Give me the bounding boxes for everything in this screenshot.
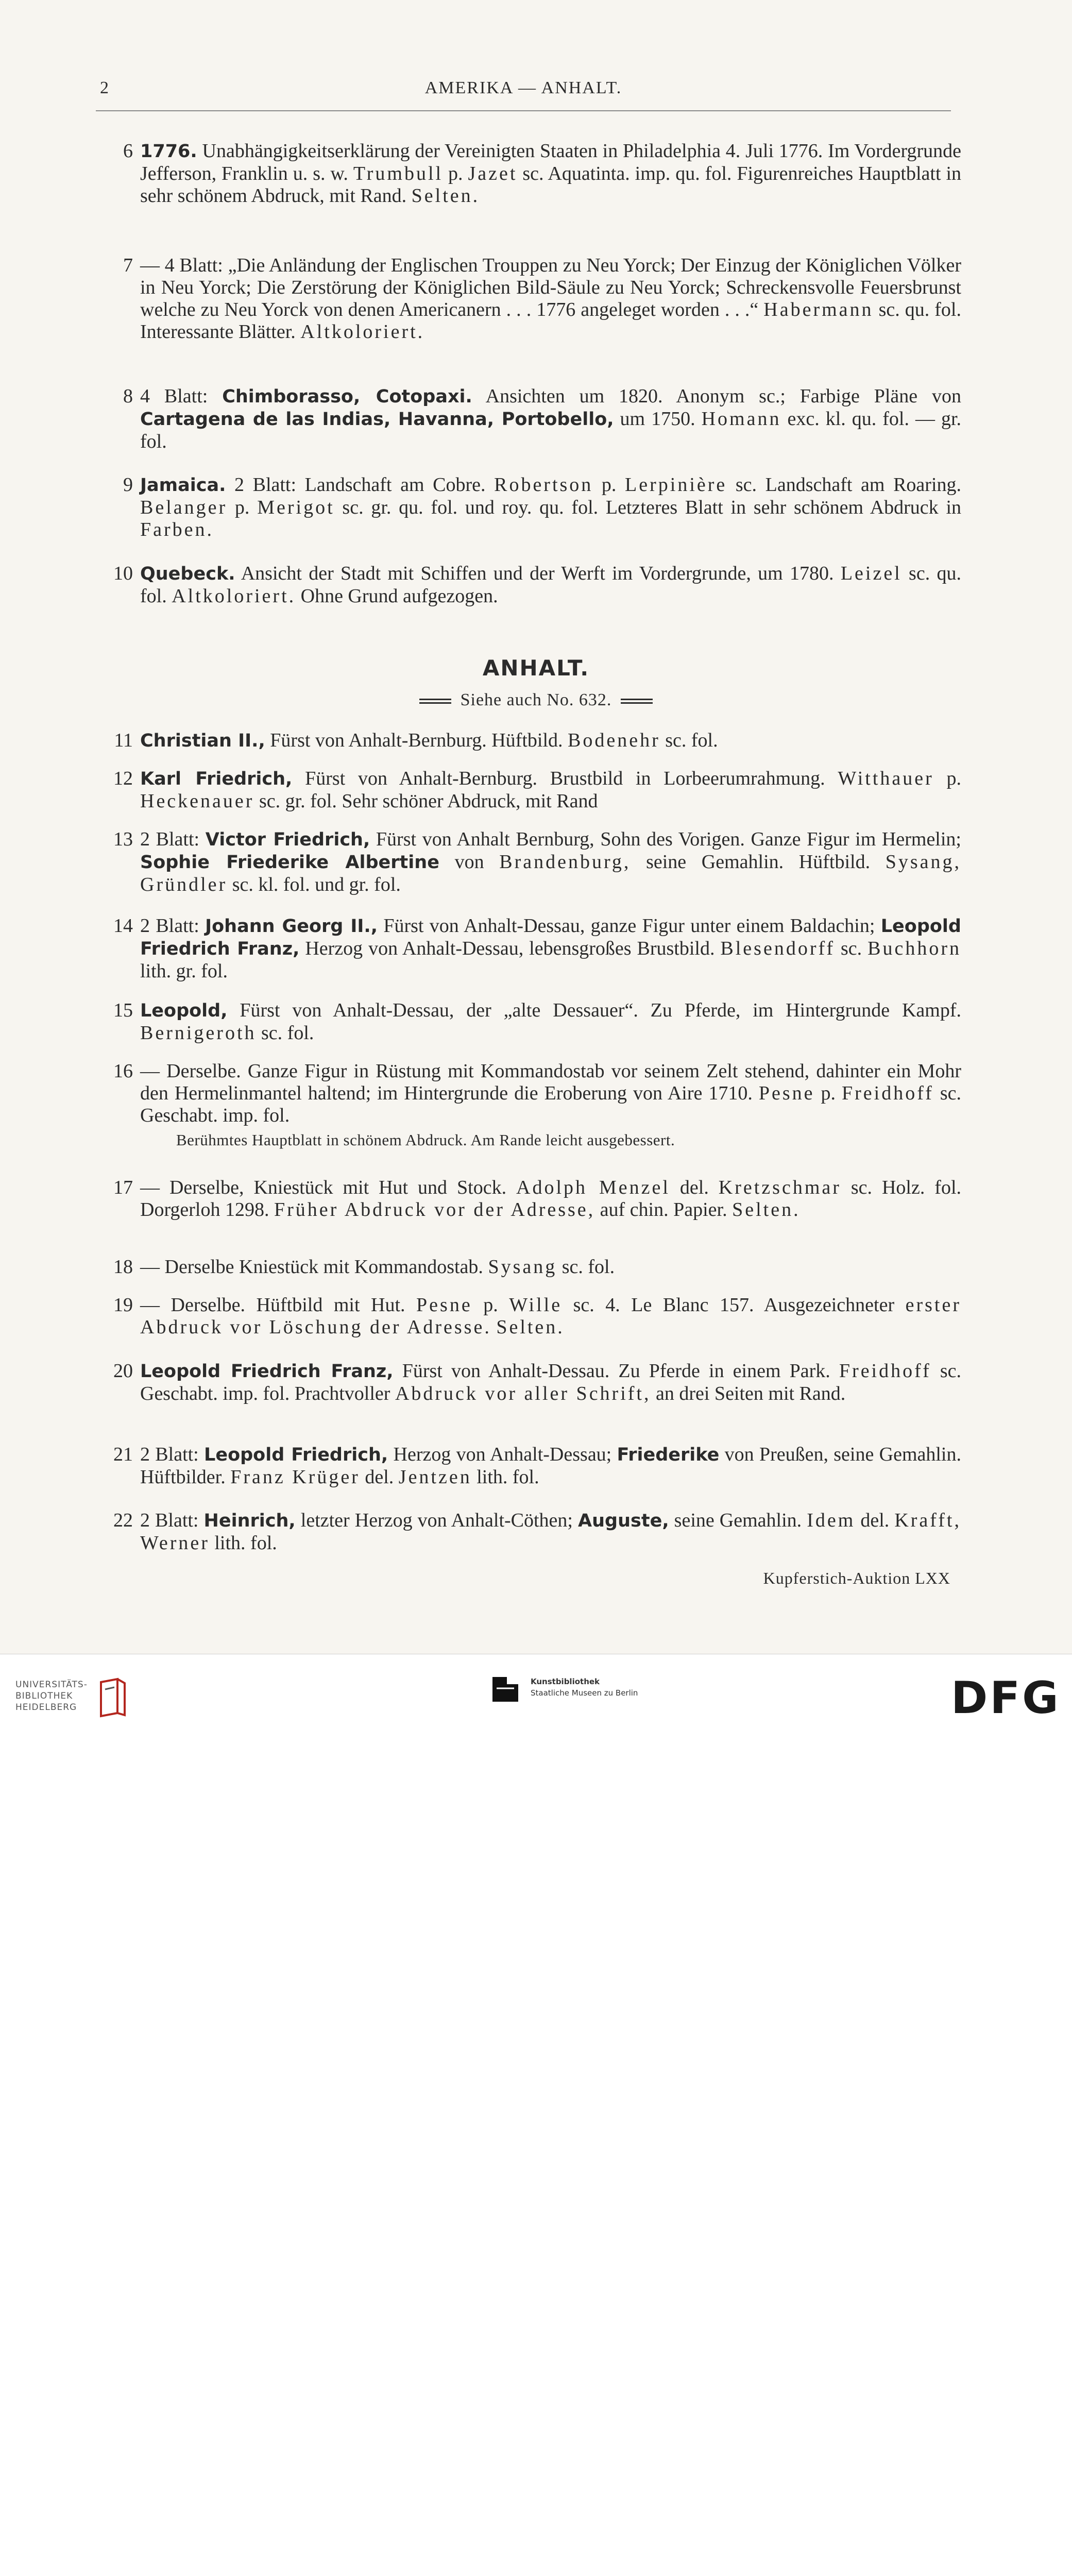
catalog-entry bbox=[101, 1256, 961, 1278]
entry-subject: Johann Georg II., bbox=[205, 916, 378, 937]
kunstbibliothek-text bbox=[531, 1676, 638, 1699]
entry-text: 2 Blatt: Victor Friedrich, Fürst von Anhalt Bernburg, Sohn des Vorigen. Ganze Figur im Hermelin; Sophie Friederike Albertine von Brandenburg, seine Gemahlin. Hüftbild. Sysang, Gründler sc. kl. fol. und gr. fol. bbox=[140, 828, 962, 895]
entry-subject: Leopold, bbox=[140, 1001, 228, 1021]
entry-number: 9 bbox=[123, 474, 133, 496]
entry-subject: Auguste, bbox=[578, 1511, 669, 1531]
kb-subtitle: Staatliche Museen zu Berlin bbox=[531, 1688, 638, 1698]
entry-number: 13 bbox=[113, 828, 133, 850]
entry-subject: 1776. bbox=[140, 141, 197, 162]
artist-name: Brandenburg, bbox=[499, 851, 631, 873]
entry-text: — Derselbe. Ganze Figur in Rüstung mit Kommandostab vor seinem Zelt stehend, dahinter ein Mohr den Hermelinmantel haltend; im Hintergrunde die Eroberung von Aire 1710. Pesne p. Freidhoff sc. Geschabt. imp. fol. Berühmtes Hauptblatt in schönem Abdruck. Am Rande leicht ausgebessert. bbox=[140, 1060, 961, 1150]
catalog-entry bbox=[101, 474, 961, 541]
entry-number: 12 bbox=[113, 768, 133, 789]
catalog-entry bbox=[101, 1294, 961, 1338]
entry-number: 21 bbox=[113, 1444, 133, 1465]
catalog-entry bbox=[101, 915, 961, 982]
artist-name: Selten. bbox=[496, 1316, 565, 1338]
entry-subject: Friederike bbox=[617, 1445, 720, 1465]
artist-name: Sysang bbox=[488, 1256, 557, 1278]
entry-number: 16 bbox=[113, 1060, 133, 1082]
catalog-entry bbox=[101, 828, 961, 896]
catalog-entry bbox=[101, 1510, 961, 1554]
artist-name: Abdruck vor aller Schrift, bbox=[395, 1383, 651, 1404]
entry-subject: Quebeck. bbox=[140, 564, 235, 584]
artist-name: Buchhorn bbox=[867, 938, 961, 959]
entry-subject: Leopold Friedrich Franz, bbox=[140, 1361, 394, 1382]
ub-heidelberg-logo[interactable] bbox=[15, 1670, 139, 1721]
entry-number: 22 bbox=[113, 1510, 133, 1531]
catalog-entry bbox=[101, 1444, 961, 1488]
entry-number: 14 bbox=[113, 915, 133, 937]
entry-text: Leopold, Fürst von Anhalt-Dessau, der „alte Dessauer“. Zu Pferde, im Hintergrunde Kampf. Bernigeroth sc. fol. bbox=[140, 999, 961, 1044]
artist-name: Altkoloriert. bbox=[300, 321, 425, 343]
entry-number: 15 bbox=[113, 999, 133, 1021]
entry-text: — 4 Blatt: „Die Anländung der Englischen Trouppen zu Neu Yorck; Der Einzug der Königlichen Völker in Neu Yorck; Die Zerstörung der Königlichen Bild-Säule zu Neu Yorck; Schreckensvolle Feuersbrunst welche zu Neu Yorck von denen Americanern . . . 1776 angeleget worden . . .“ Habermann sc. qu. fol. Interessante Blätter. Altkoloriert. bbox=[140, 255, 961, 343]
artist-name: Robertson bbox=[494, 474, 593, 496]
catalog-label: Kupferstich-Auktion LXX bbox=[763, 1569, 950, 1587]
catalog-entry bbox=[101, 768, 961, 812]
artist-name: Pesne bbox=[416, 1294, 472, 1316]
entry-text: — Derselbe. Hüftbild mit Hut. Pesne p. Wille sc. 4. Le Blanc 157. Ausgezeichneter erster Abdruck vor Löschung der Adresse. Selten. bbox=[140, 1294, 962, 1338]
running-title: AMERIKA — ANHALT. bbox=[424, 78, 622, 97]
double-rule-left bbox=[419, 699, 451, 704]
entry-subject: Cartagena de las Indias, Havanna, Portobello, bbox=[140, 409, 614, 430]
entry-text: 1776. Unabhängigkeitserklärung der Vereinigten Staaten in Philadelphia 4. Juli 1776. Im Vordergrunde Jefferson, Franklin u. s. w. Trumbull p. Jazet sc. Aquatinta. imp. qu. fol. Figurenreiches Hauptblatt in sehr schönem Abdruck, mit Rand. Selten. bbox=[140, 140, 962, 207]
artist-name: Jentzen bbox=[398, 1466, 472, 1488]
entry-note: Berühmtes Hauptblatt in schönem Abdruck. Am Rande leicht ausgebessert. bbox=[176, 1131, 675, 1149]
entry-text: 2 Blatt: Leopold Friedrich, Herzog von Anhalt-Dessau; Friederike von Preußen, seine Gemahlin. Hüftbilder. Franz Krüger del. Jentzen lith. fol. bbox=[140, 1444, 961, 1488]
entry-number: 8 bbox=[123, 385, 133, 407]
ub-logo-text bbox=[15, 1679, 88, 1713]
ub-line: BIBLIOTHEK bbox=[15, 1691, 73, 1701]
artist-name: Leizel bbox=[840, 563, 902, 584]
entry-text: Christian II., Fürst von Anhalt-Bernburg. Hüftbild. Bodenehr sc. fol. bbox=[140, 730, 718, 751]
dfg-logo[interactable]: DFG bbox=[951, 1672, 1061, 1724]
artist-name: Belanger bbox=[140, 497, 228, 518]
artist-name: Merigot bbox=[257, 497, 335, 518]
entry-number: 18 bbox=[113, 1256, 133, 1278]
artist-name: Altkoloriert. bbox=[172, 585, 296, 607]
entry-text: Jamaica. 2 Blatt: Landschaft am Cobre. Robertson p. Lerpinière sc. Landschaft am Roaring. Belanger p. Merigot sc. gr. qu. fol. und roy. qu. fol. Letzteres Blatt in sehr schönem Abdruck in Farben. bbox=[140, 474, 962, 540]
entry-subject: Heinrich, bbox=[203, 1511, 296, 1531]
artist-name: Freidhoff bbox=[839, 1360, 931, 1382]
header-rule bbox=[96, 110, 951, 111]
kunstbibliothek-logo[interactable] bbox=[489, 1670, 665, 1711]
section-title: ANHALT. bbox=[482, 655, 590, 681]
ub-line: UNIVERSITÄTS- bbox=[15, 1680, 88, 1690]
ub-line: HEIDELBERG bbox=[15, 1702, 77, 1713]
artist-name: Freidhoff bbox=[842, 1082, 934, 1104]
artist-name: erster Abdruck vor Löschung der Adresse. bbox=[140, 1294, 962, 1338]
artist-name: Kretzschmar bbox=[718, 1177, 841, 1198]
artist-name: Witthauer bbox=[838, 768, 934, 789]
artist-name: Homann bbox=[701, 408, 781, 430]
entry-text: 2 Blatt: Johann Georg II., Fürst von Anhalt-Dessau, ganze Figur unter einem Baldachin; Leopold Friedrich Franz, Herzog von Anhalt-Dessau, lebensgroßes Brustbild. Blesendorff sc. Buchhorn lith. gr. fol. bbox=[140, 915, 961, 982]
catalog-entry bbox=[101, 730, 961, 752]
artist-name: Heckenauer bbox=[140, 790, 254, 812]
entry-text: Leopold Friedrich Franz, Fürst von Anhalt-Dessau. Zu Pferde in einem Park. Freidhoff sc. Geschabt. imp. fol. Prachtvoller Abdruck vor aller Schrift, an drei Seiten mit Rand. bbox=[140, 1360, 962, 1404]
artist-name: Pesne bbox=[758, 1082, 815, 1104]
artist-name: Bodenehr bbox=[568, 730, 660, 751]
catalog-entry bbox=[101, 563, 961, 607]
artist-name: Habermann bbox=[763, 299, 874, 320]
catalog-entry bbox=[101, 999, 961, 1044]
artist-name: Adolph Menzel bbox=[516, 1177, 670, 1198]
artist-name: Krafft, Werner bbox=[140, 1510, 961, 1554]
artist-name: Selten. bbox=[411, 185, 480, 207]
entry-number: 17 bbox=[113, 1177, 133, 1198]
entry-subject: Victor Friedrich, bbox=[205, 829, 370, 850]
entry-subject: Jamaica. bbox=[140, 475, 226, 496]
catalog-entry bbox=[101, 1060, 961, 1150]
section-subtitle bbox=[0, 690, 1072, 710]
catalog-entry bbox=[101, 1360, 961, 1405]
entry-text: Karl Friedrich, Fürst von Anhalt-Bernburg. Brustbild in Lorbeerumrahmung. Witthauer p. Heckenauer sc. gr. fol. Sehr schöner Abdruck, mit Rand bbox=[140, 768, 961, 812]
entry-subject: Chimborasso, Cotopaxi. bbox=[222, 386, 472, 407]
kb-title: Kunstbibliothek bbox=[531, 1677, 600, 1686]
catalog-entry bbox=[101, 1177, 961, 1221]
entry-subject: Leopold Friedrich Franz, bbox=[140, 916, 961, 959]
entry-number: 7 bbox=[123, 255, 133, 276]
entry-text: 4 Blatt: Chimborasso, Cotopaxi. Ansichten um 1820. Anonym sc.; Farbige Pläne von Cartagena de las Indias, Havanna, Portobello, um 1750. Homann exc. kl. qu. fol. — gr. fol. bbox=[140, 385, 961, 452]
catalog-entry bbox=[101, 140, 961, 207]
artist-name: Jazet bbox=[468, 163, 518, 184]
artist-name: Selten. bbox=[732, 1199, 801, 1221]
catalog-entry bbox=[101, 385, 961, 453]
page-header bbox=[96, 77, 951, 108]
entry-text: — Derselbe, Kniestück mit Hut und Stock. Adolph Menzel del. Kretzschmar sc. Holz. fol. Dorgerloh 1298. Früher Abdruck vor der Adresse, auf chin. Papier. Selten. bbox=[140, 1177, 961, 1221]
entry-text: 2 Blatt: Heinrich, letzter Herzog von Anhalt-Cöthen; Auguste, seine Gemahlin. Idem del. Krafft, Werner lith. fol. bbox=[140, 1510, 961, 1554]
page-number: 2 bbox=[100, 78, 110, 97]
artist-name: Blesendorff bbox=[720, 938, 836, 959]
entry-text: Quebeck. Ansicht der Stadt mit Schiffen und der Werft im Vordergrunde, um 1780. Leizel sc. qu. fol. Altkoloriert. Ohne Grund aufgezogen. bbox=[140, 563, 962, 607]
double-rule-right bbox=[621, 699, 653, 704]
artist-name: Trumbull bbox=[353, 163, 444, 184]
artist-name: Bernigeroth bbox=[140, 1022, 257, 1044]
artist-name: Wille bbox=[509, 1294, 563, 1316]
footer-bar bbox=[0, 1654, 1072, 1738]
kunstbibliothek-emblem-icon bbox=[489, 1673, 521, 1705]
catalog-entry bbox=[101, 255, 961, 343]
artist-name: Früher Abdruck vor der Adresse, bbox=[274, 1199, 595, 1221]
entry-number: 19 bbox=[113, 1294, 133, 1316]
entry-subject: Leopold Friedrich, bbox=[204, 1445, 388, 1465]
artist-name: Farben. bbox=[140, 519, 214, 540]
artist-name: Lerpinière bbox=[625, 474, 727, 496]
ub-emblem-icon bbox=[97, 1677, 128, 1718]
entry-number: 11 bbox=[114, 730, 133, 751]
cross-reference: Siehe auch No. 632. bbox=[460, 690, 612, 709]
entry-number: 10 bbox=[113, 563, 133, 584]
entry-subject: Christian II., bbox=[140, 731, 265, 751]
entry-number: 6 bbox=[123, 140, 133, 162]
artist-name: Sysang, Gründler bbox=[140, 851, 962, 895]
entry-number: 20 bbox=[113, 1360, 133, 1382]
artist-name: Idem bbox=[807, 1510, 856, 1531]
entry-text: — Derselbe Kniestück mit Kommandostab. Sysang sc. fol. bbox=[140, 1256, 615, 1278]
entry-subject: Sophie Friederike Albertine bbox=[140, 852, 439, 873]
artist-name: Franz Krüger bbox=[230, 1466, 360, 1488]
entry-subject: Karl Friedrich, bbox=[140, 769, 293, 789]
